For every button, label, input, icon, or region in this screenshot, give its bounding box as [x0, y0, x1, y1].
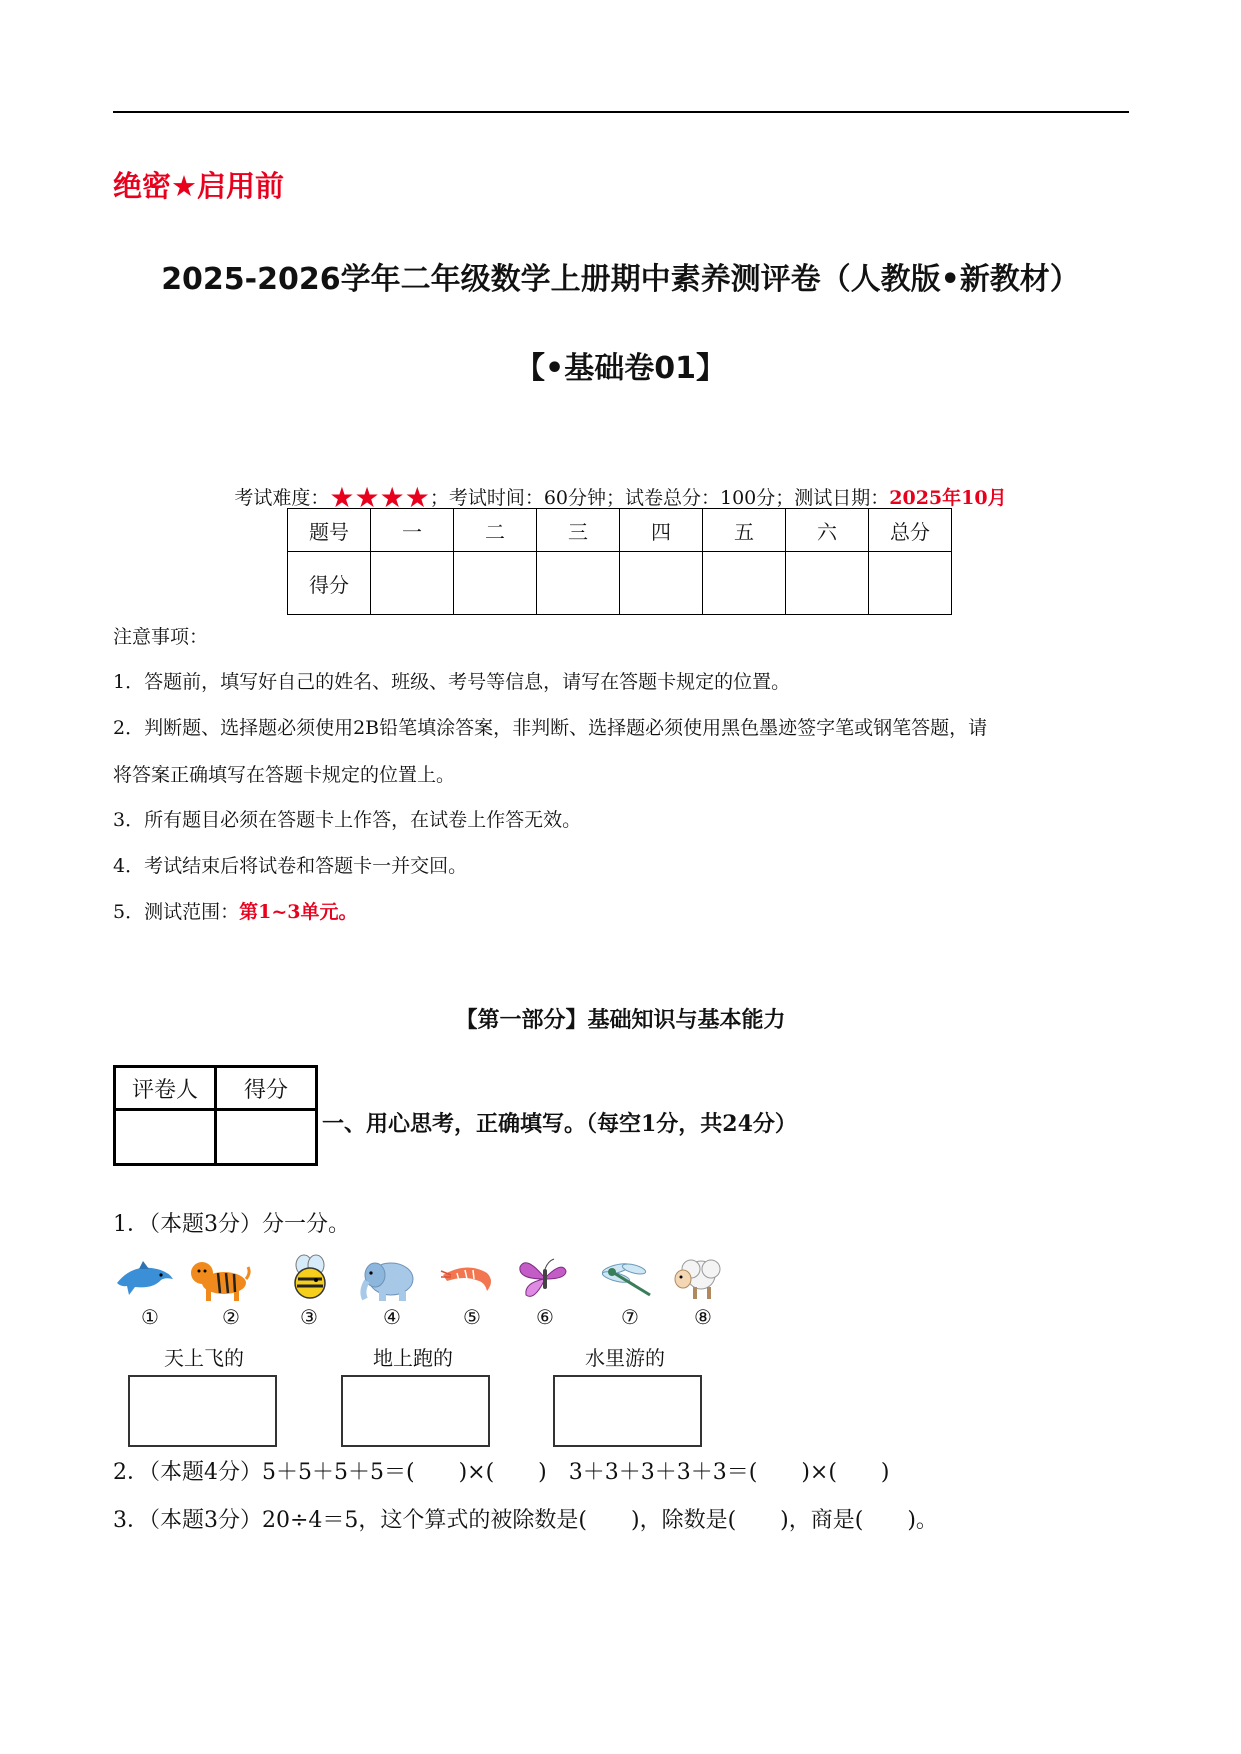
- answer-box-swim[interactable]: [553, 1375, 702, 1447]
- score-cell[interactable]: [371, 552, 454, 615]
- note-5-range: 第1~3单元: [239, 901, 339, 923]
- grader-score-label: 得分: [216, 1067, 317, 1110]
- score-header-cell: 三: [537, 509, 620, 552]
- category-label-run: 地上跑的: [373, 1346, 453, 1370]
- grader-score-cell[interactable]: [216, 1110, 317, 1165]
- animal-number: ⑥: [536, 1305, 554, 1329]
- grader-reviewer-label: 评卷人: [115, 1067, 216, 1110]
- animal-number: ⑦: [621, 1305, 639, 1329]
- note-2b: 将答案正确填写在答题卡规定的位置上。: [113, 764, 456, 786]
- score-header-cell: 六: [786, 509, 869, 552]
- grader-reviewer-cell[interactable]: [115, 1110, 216, 1165]
- exam-date: 2025年10月: [889, 487, 1007, 509]
- score-header-cell: 一: [371, 509, 454, 552]
- note-1: 1．答题前，填写好自己的姓名、班级、考号等信息，请写在答题卡规定的位置。: [113, 671, 791, 693]
- animal-number: ①: [141, 1305, 159, 1329]
- question-1: 1．（本题3分）分一分。: [113, 1212, 350, 1237]
- score-row-label: 得分: [288, 552, 371, 615]
- dolphin-icon: [113, 1253, 177, 1303]
- difficulty-stars-icon: ★★★★: [329, 481, 430, 514]
- score-header-cell: 四: [620, 509, 703, 552]
- elephant-icon: [355, 1253, 419, 1303]
- score-cell[interactable]: [786, 552, 869, 615]
- score-cell[interactable]: [869, 552, 952, 615]
- dragonfly-icon: [594, 1253, 658, 1303]
- note-4: 4．考试结束后将试卷和答题卡一并交回。: [113, 855, 468, 877]
- note-5-end: 。: [338, 901, 358, 923]
- secret-label: 绝密★启用前: [113, 169, 284, 203]
- score-cell[interactable]: [537, 552, 620, 615]
- score-cell[interactable]: [454, 552, 537, 615]
- shrimp-icon: [437, 1253, 501, 1303]
- note-5-label: 5．测试范围：: [113, 901, 240, 923]
- note-3: 3．所有题目必须在答题卡上作答，在试卷上作答无效。: [113, 809, 582, 831]
- question-2: 2．（本题4分）5＋5＋5＋5＝( )×( ) 3＋3＋3＋3＋3＝( )×( ): [113, 1460, 890, 1485]
- category-label-swim: 水里游的: [585, 1346, 665, 1370]
- part-heading: 【第一部分】基础知识与基本能力: [455, 1008, 786, 1033]
- grader-table: [113, 1065, 318, 1166]
- answer-box-run[interactable]: [341, 1375, 490, 1447]
- exam-info-text: ；考试时间：60分钟；试卷总分：100分；测试日期：: [429, 487, 890, 509]
- animal-number: ⑧: [694, 1305, 712, 1329]
- animal-number: ④: [383, 1305, 401, 1329]
- score-header-cell: 总分: [869, 509, 952, 552]
- note-5: [113, 897, 357, 924]
- score-header-cell: 二: [454, 509, 537, 552]
- score-cell[interactable]: [703, 552, 786, 615]
- score-header-cell: 题号: [288, 509, 371, 552]
- animal-number: ②: [222, 1305, 240, 1329]
- tiger-icon: [188, 1253, 252, 1303]
- answer-box-fly[interactable]: [128, 1375, 277, 1447]
- difficulty-label: 考试难度：: [234, 487, 330, 509]
- question-3: 3．（本题3分）20÷4＝5，这个算式的被除数是( )，除数是( )，商是( )。: [113, 1508, 938, 1533]
- bee-icon: [282, 1253, 346, 1303]
- score-table: [287, 508, 952, 615]
- animal-number: ③: [300, 1305, 318, 1329]
- top-rule: [113, 111, 1129, 113]
- butterfly-icon: [514, 1253, 578, 1303]
- page-title: 2025-2026学年二年级数学上册期中素养测评卷（人教版•新教材）: [161, 262, 1080, 297]
- page-subtitle: 【•基础卷01】: [515, 351, 726, 386]
- section-1-heading: 一、用心思考，正确填写。（每空1分，共24分）: [322, 1111, 797, 1137]
- note-2a: 2．判断题、选择题必须使用2B铅笔填涂答案，非判断、选择题必须使用黑色墨迹签字笔或钢笔答题，请: [113, 717, 988, 739]
- score-cell[interactable]: [620, 552, 703, 615]
- animal-number: ⑤: [463, 1305, 481, 1329]
- score-header-cell: 五: [703, 509, 786, 552]
- notes-title: 注意事项：: [113, 626, 209, 648]
- category-label-fly: 天上飞的: [164, 1346, 244, 1370]
- sheep-icon: [665, 1253, 729, 1303]
